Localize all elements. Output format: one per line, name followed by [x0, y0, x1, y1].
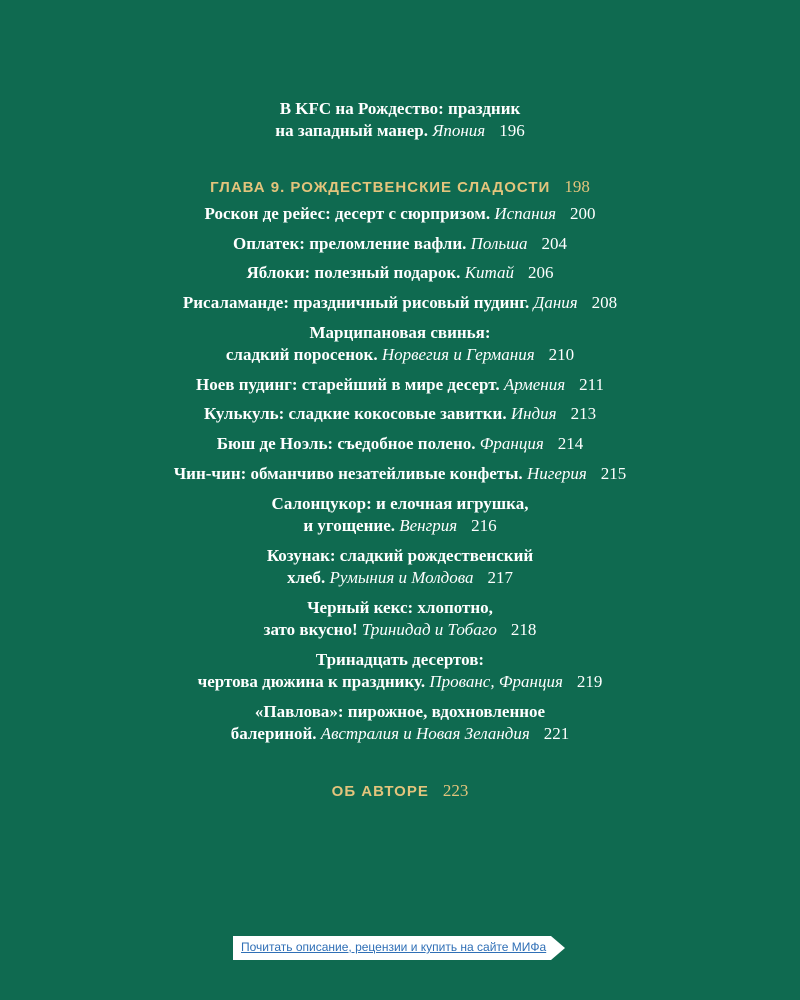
toc-entry-line: В KFC на Рождество: праздник — [279, 99, 521, 118]
toc-entry-line: Марципановая свинья: — [309, 323, 491, 342]
toc-entry-line-last — [0, 120, 800, 142]
toc-entry-page: 206 — [527, 263, 554, 282]
toc-entry-cozonac — [0, 545, 800, 589]
toc-entry-country: Япония — [432, 121, 486, 140]
link-label: Почитать описание, рецензии и купить на сайте МИФа — [241, 940, 547, 954]
toc-entry-line: Тринадцать десертов: — [315, 650, 485, 669]
toc-entry-text: Оплатек: преломление вафли. — [233, 234, 467, 253]
toc-entry-text: зато вкусно! — [263, 620, 358, 639]
chapter-title: ГЛАВА 9. РОЖДЕСТВЕНСКИЕ СЛАДОСТИ — [210, 179, 551, 196]
toc-entry-text: Рисаламанде: праздничный рисовый пудинг. — [182, 293, 530, 312]
toc-entry-page: 218 — [510, 620, 537, 639]
toc-entry-page: 214 — [557, 434, 584, 453]
toc-entry-page: 210 — [548, 345, 575, 364]
chapter-heading-9 — [0, 176, 800, 199]
toc-entry-page: 204 — [541, 234, 567, 253]
toc-entry-oplatek — [0, 233, 800, 255]
toc-entry-text: сладкий поросенок. — [225, 345, 378, 364]
toc-entry-text: и угощение. — [303, 516, 395, 535]
toc-entry-text: чертова дюжина к празднику. — [197, 672, 426, 691]
toc-entry-text: балериной. — [230, 724, 317, 743]
chapter-page: 223 — [442, 781, 469, 800]
toc-entry-kulkul — [0, 403, 800, 425]
table-of-contents — [0, 98, 800, 803]
toc-entry-page: 221 — [543, 724, 570, 743]
toc-entry-text: Кулькуль: сладкие кокосовые завитки. — [203, 404, 507, 423]
toc-entry-marzipan-pig — [0, 322, 800, 366]
buy-on-mif-link[interactable] — [233, 936, 565, 960]
toc-entry-country: Австралия и Новая Зеландия — [320, 724, 530, 743]
toc-entry-country: Прованс, Франция — [429, 672, 563, 691]
toc-entry-page: 213 — [570, 404, 597, 423]
toc-entry-page: 200 — [570, 204, 596, 223]
toc-entry-pavlova — [0, 701, 800, 745]
toc-entry-line-last — [0, 344, 800, 366]
toc-entry-text: Яблоки: полезный подарок. — [246, 263, 461, 282]
chapter-heading-about-author — [0, 780, 800, 803]
toc-entry-text: Бюш де Ноэль: съедобное полено. — [216, 434, 476, 453]
toc-entry-roscon — [0, 203, 800, 225]
toc-entry-country: Румыния и Молдова — [329, 568, 474, 587]
toc-entry-text: Чин-чин: обманчиво незатейливые конфеты. — [173, 464, 523, 483]
toc-entry-country: Польша — [470, 234, 528, 253]
toc-entry-line: «Павлова»: пирожное, вдохновленное — [254, 702, 546, 721]
toc-entry-country: Норвегия и Германия — [381, 345, 535, 364]
toc-entry-risalamande — [0, 292, 800, 314]
toc-entry-line-last — [0, 619, 800, 641]
toc-entry-line-last — [0, 515, 800, 537]
toc-entry-line: Салонцукор: и елочная игрушка, — [271, 494, 529, 513]
toc-entry-noah-pudding — [0, 374, 800, 396]
toc-entry-country: Тринидад и Тобаго — [361, 620, 497, 639]
toc-entry-country: Китай — [464, 263, 514, 282]
toc-entry-black-cake — [0, 597, 800, 641]
toc-entry-page: 196 — [499, 121, 525, 140]
toc-entry-page: 216 — [471, 516, 497, 535]
toc-entry-country: Франция — [479, 434, 544, 453]
toc-entry-thirteen-desserts — [0, 649, 800, 693]
toc-entry-country: Испания — [494, 204, 556, 223]
toc-entry-line-last — [0, 671, 800, 693]
toc-entry-country: Венгрия — [399, 516, 458, 535]
toc-entry-line-last — [0, 567, 800, 589]
toc-entry-line: Черный кекс: хлопотно, — [307, 598, 493, 617]
toc-entry-text: хлеб. — [286, 568, 326, 587]
toc-entry-country: Армения — [503, 375, 566, 394]
toc-entry-page: 219 — [576, 672, 603, 691]
toc-entry-page: 215 — [600, 464, 627, 483]
toc-entry-country: Дания — [533, 293, 578, 312]
toc-entry-szaloncukor — [0, 493, 800, 537]
toc-entry-country: Нигерия — [526, 464, 587, 483]
toc-entry-page: 217 — [487, 568, 514, 587]
toc-entry-apples — [0, 262, 800, 284]
toc-entry-chin-chin — [0, 463, 800, 485]
toc-entry-text: Ноев пудинг: старейший в мире десерт. — [196, 375, 500, 394]
toc-entry-page: 208 — [591, 293, 618, 312]
toc-entry-buche-de-noel — [0, 433, 800, 455]
toc-entry-line: Козунак: сладкий рождественский — [266, 546, 534, 565]
chapter-title: ОБ АВТОРЕ — [331, 783, 429, 800]
toc-entry-kfc — [0, 98, 800, 142]
toc-entry-text: на западный манер. — [275, 121, 428, 140]
toc-entry-page: 211 — [579, 375, 604, 394]
toc-entry-line-last — [0, 723, 800, 745]
toc-entry-text: Роскон де рейес: десерт с сюрпризом. — [204, 204, 491, 223]
toc-entry-country: Индия — [510, 404, 557, 423]
chapter-page: 198 — [564, 177, 590, 196]
